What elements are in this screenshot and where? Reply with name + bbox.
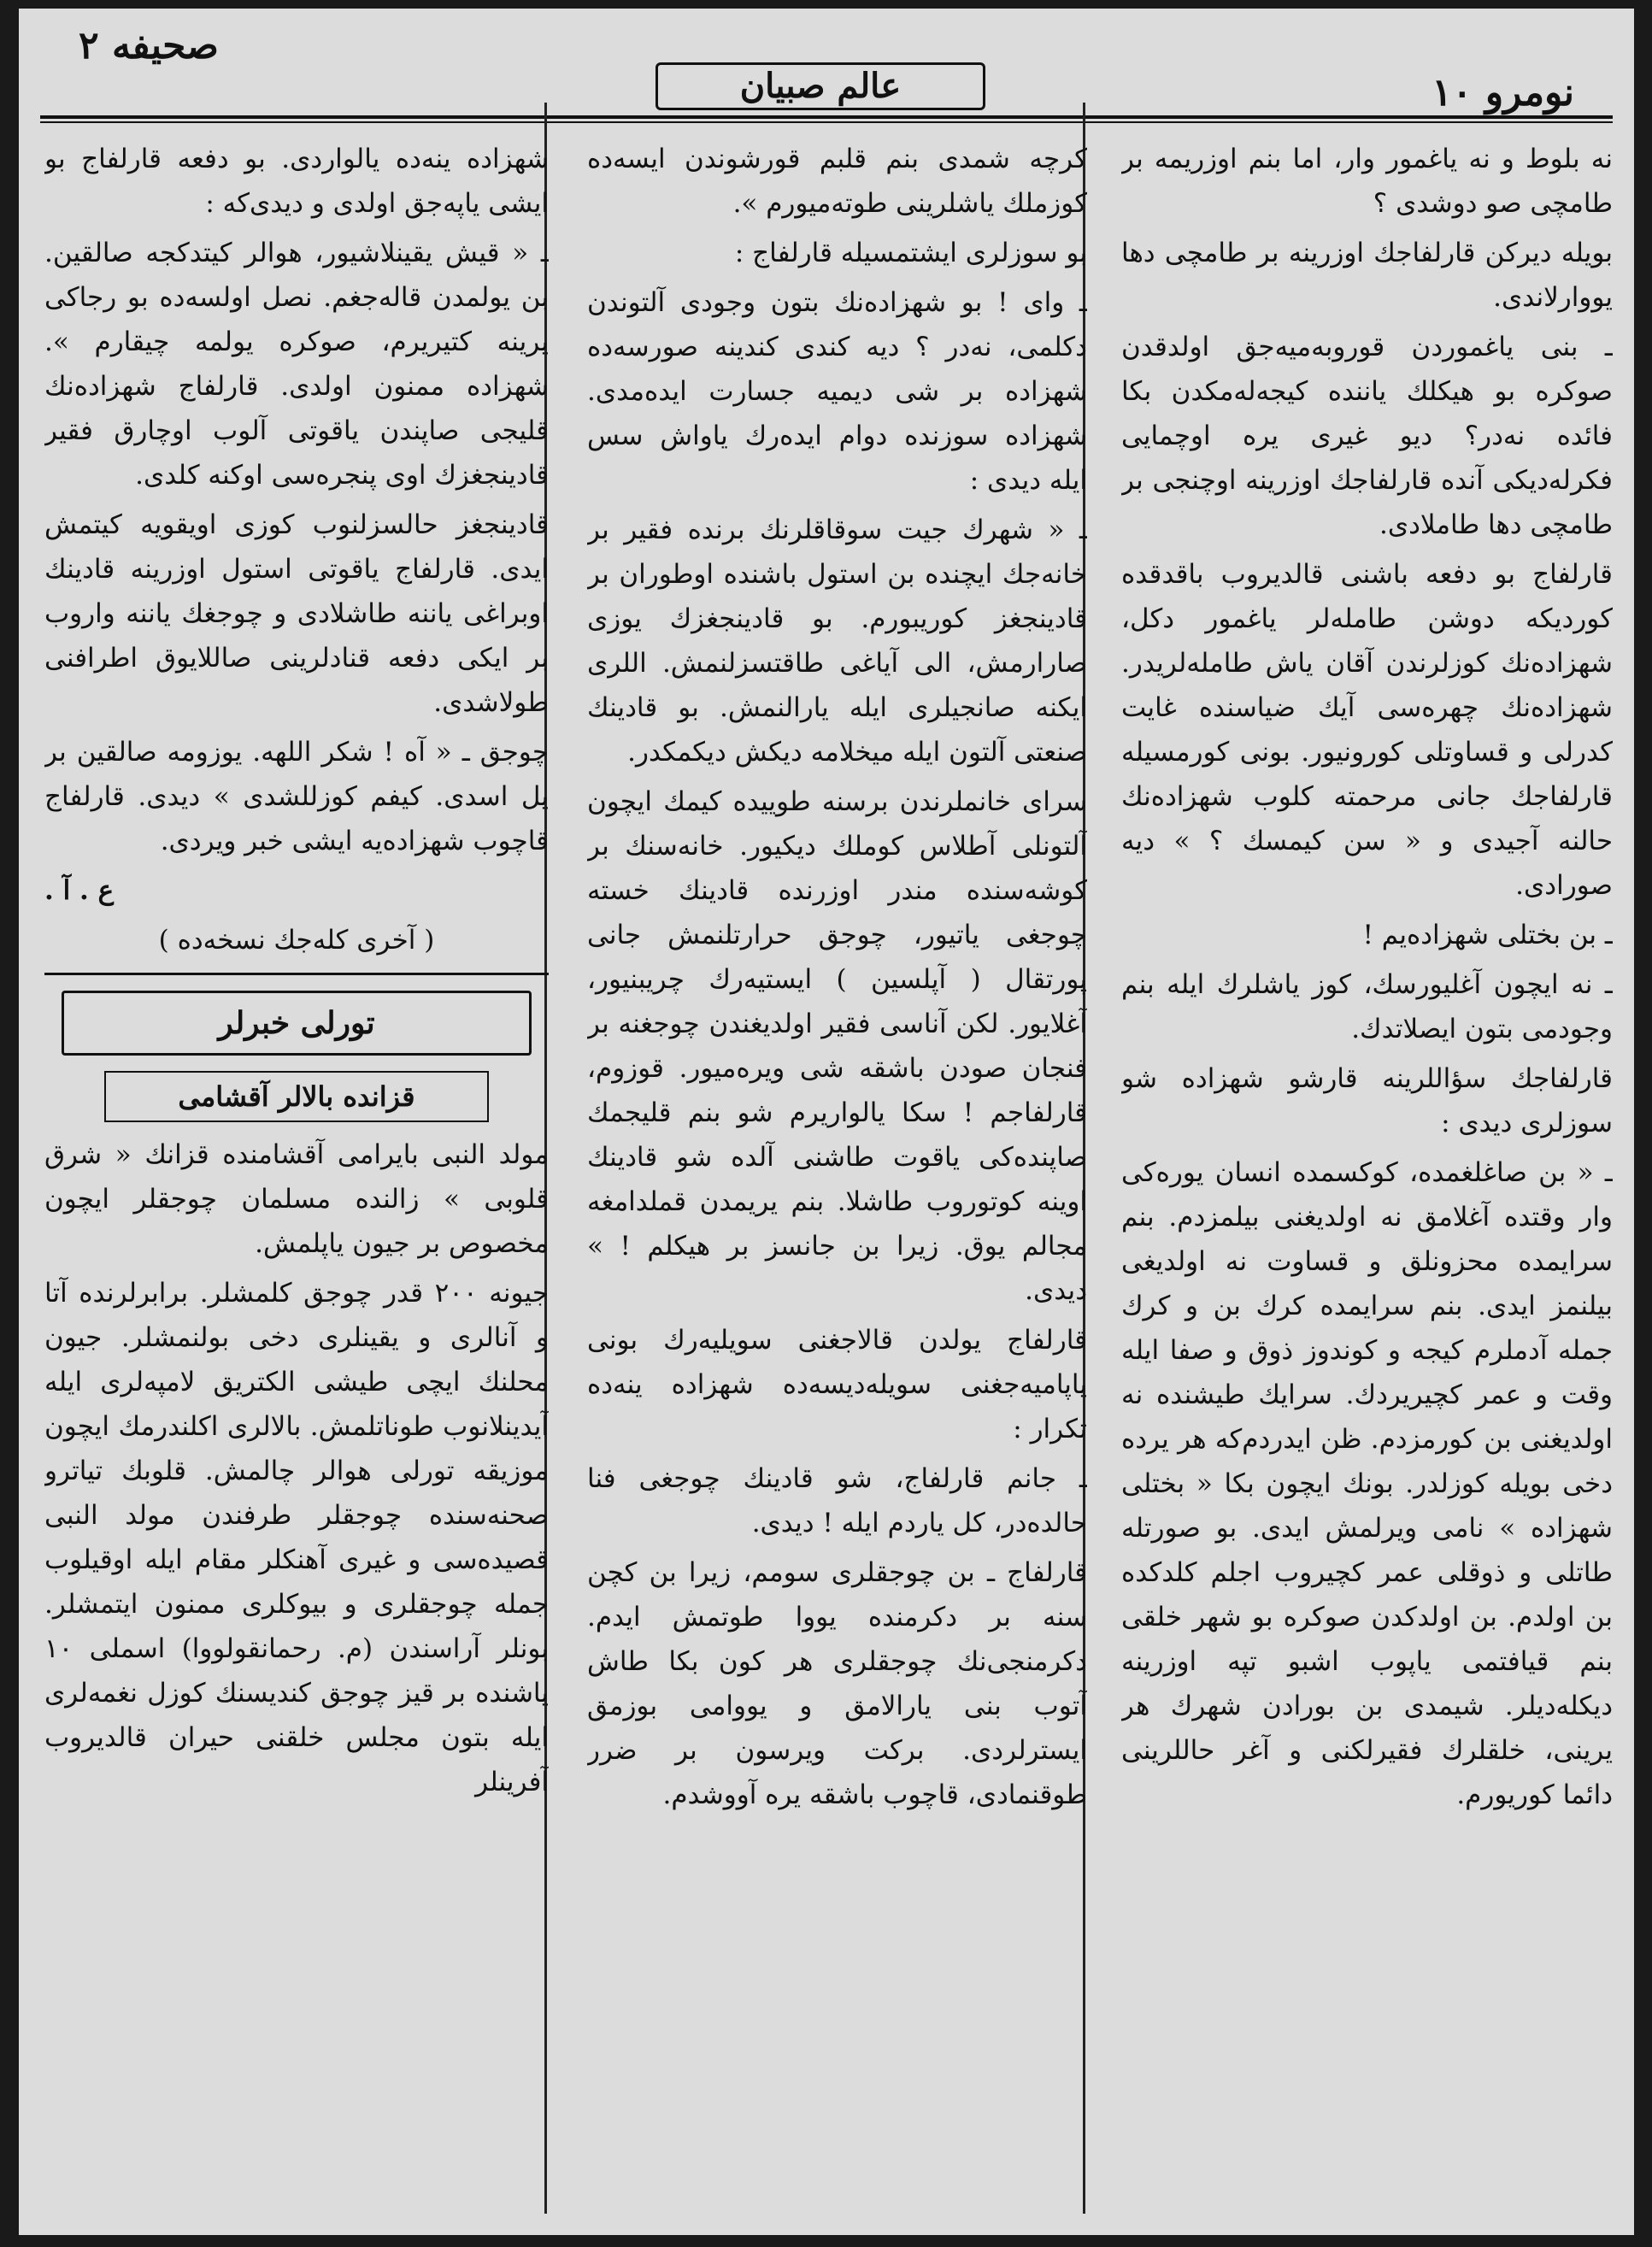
news-subtitle: قزانده بالالر آقشامی xyxy=(104,1071,489,1122)
to-be-continued: ( آخری کله‌جك نسخه‌ده ) xyxy=(158,925,435,956)
paragraph: قادینجغز حالسزلنوب کوزی اویقویه کیتمش ایدی. قارلفاج یاقوتی استول اوزرینه قادینك اوبراغی یاننه طاشلادی و چوجغك یاننه واروب بر ایکی دفعه قنادلرینی صاللایوق اطرافنی طولاشدی. xyxy=(44,509,549,718)
paragraph: ـ وای ! بو شهزاده‌نك بتون وجودی آلتوندن دکلمی، نه‌در ؟ دیه کندی کندینه صورسه‌ده شهزاده بر شی دیمیه جسارت ایده‌مدی. شهزاده سوزنده دوام ایده‌رك یاواش سس ایله دیدی : xyxy=(587,287,1087,496)
header-rule-thin xyxy=(40,121,1613,123)
paragraph: چوجق ـ « آه ! شکر اللهه. یوزومه صالقین بر یل اسدی. کیفم کوزللشدی » دیدی. قارلفاج قاچوب شهزاده‌یه ایشی خبر ویردی. xyxy=(44,737,549,856)
paragraph: مولد النبی بایرامی آقشامنده قزانك « شرق قلوبی » زالنده مسلمان چوجقلر ایچون مخصوص بر جیون یاپلمش. xyxy=(44,1139,549,1259)
page-label: صحیفه ۲ xyxy=(79,24,219,68)
paragraph: بو سوزلری ایشتمسیله قارلفاج : xyxy=(734,238,1087,268)
paragraph: کرچه شمدی بنم قلبم قورشوندن ایسه‌ده کوزملك یاشلرینی طوته‌میورم ». xyxy=(587,144,1087,219)
paragraph: بویله دیرکن قارلفاجك اوزرینه بر طامچی دها یووارلاندی. xyxy=(1121,238,1613,313)
paragraph: ـ نه ایچون آغلیورسك، کوز یاشلرك ایله بنم وجودمی بتون ایصلاتدك. xyxy=(1121,969,1613,1044)
paragraph: قارلفاج ـ بن چوجقلری سومم، زیرا بن کچن سنه بر دکرمنده یووا طوتمش ایدم. دکرمنجی‌نك چوجقلری هر کون بکا طاش آتوب بنی یارالامق و یووامی بوزمق ایسترلردی. برکت ویرسون بر ضرر طوقنمادی، قاچوب باشقه یره آووشدم. xyxy=(587,1557,1087,1810)
newspaper-title: عالم صبیان xyxy=(656,62,985,110)
paragraph: ـ « بن صاغلغمده، کوکسمده انسان یوره‌کی وار وقتده آغلامق نه اولدیغنی بیلمزدم. بنم سرایمده محزونلق و قساوت نه اولدیغی بیلنمز ایدی. بنم سرایمده کرك بن و کرك جمله آدملرم کیجه و کوندوز ذوق و صفا ایله وقت و عمر کچیریردك. سرایك طیشنده نه اولدیغنی بن کورمزدم. ظن ایدردم‌که هر یرده دخی بویله کوزلدر. بونك ایچون بکا « بختلی شهزاده » نامی ویرلمش ایدی. بو صورتله طاتلی و ذوقلی عمر کچیروب اجلم کلدکده بن اولدم. بن اولدکدن صوکره بو شهر خلقی بنم قیافتمی یاپوب اشبو تپه اوزرینه دیکله‌دیلر. شیمدی بن بورادن شهرك هر یرینی، خلقلرك فقیرلکنی و آغر حاللرینی دائما کوریورم. xyxy=(1121,1157,1613,1810)
paragraph: قارلفاجك سؤاللرینه قارشو شهزاده شو سوزلری دیدی : xyxy=(1121,1063,1613,1138)
paragraph: ـ بن بختلی شهزاده‌یم ! xyxy=(1362,920,1613,950)
paragraph: سرای خانملرندن برسنه طوییده کیمك ایچون آلتونلی آطلاس کوملك دیکیور. خانه‌سنك بر کوشه‌سنده مندر اوزرنده قادینك خسته چوجغی یاتیور، چوجق حرارتلنمش جانی پورتقال ( آپلسین ) ایستیه‌رك چریبنیور، آغلایور. لکن آناسی فقیر اولدیغندن چوجغنه بر فنجان صودن باشقه شی ویره‌میور. قوزوم، قارلفاجم ! سکا یالواریرم شو بنم قلیجمك صاپنده‌کی یاقوت طاشنی آلده شو قادینك اوینه کوتوروب طاشلا. بنم یریمدن قملدامغه مجالم یوق. زیرا بن جانسز بر هیکلم ! » دیدی. xyxy=(587,786,1087,1306)
paragraph: شهزاده ینه‌ده یالواردی. بو دفعه قارلفاج بو ایشی یاپه‌جق اولدی و دیدی‌که : xyxy=(44,144,549,219)
paragraph: جیونه ۲۰۰ قدر چوجق کلمشلر. برابرلرنده آتا و آنالری و یقینلری دخی بولنمشلر. جیون محلنك ایچی طیشی الکتریق لامپه‌لری ایله آیدینلانوب طوناتلمش. بالالری اکلندرمك ایچون موزیقه تورلی هوالر چالمش. قلوبك تیاترو صحنه‌سنده چوجقلر طرفندن مولد النبی قصیده‌سی و غیری آهنکلر مقام ایله اوقیلوب جمله چوجقلری و بیوکلری ممنون ایتمشلر. بونلر آراسندن (م. رحمانقولووا) اسملی ۱۰ یاشنده بر قیز چوجق کندیسنك کوزل نغمه‌لری ایله بتون مجلس خلقنی حیران قالدیروب آفرینلر xyxy=(44,1278,549,1797)
section-divider xyxy=(44,973,549,975)
masthead xyxy=(44,24,1608,115)
paragraph: قارلفاج بو دفعه باشنی قالدیروب باقدقده کوردیکه دوشن طامله‌لر یاغمور دکل، شهزاده‌نك کوزلرندن آقان یاش طامله‌لریدر. شهزاده‌نك چهره‌سی آیك ضیاسنده غایت کدرلی و قساوتلی کورونیور. بونی کورمسیله قارلفاجك جانی مرحمته کلوب شهزاده‌نك حالنه آجیدی و « سن کیمسك ؟ » دیه صورادی. xyxy=(1121,559,1613,901)
issue-number: نومرو ۱۰ xyxy=(1432,71,1574,115)
paragraph: نه بلوط و نه یاغمور وار، اما بنم اوزریمه بر طامچی صو دوشدی ؟ xyxy=(1121,144,1613,219)
paragraph: ـ جانم قارلفاج، شو قادینك چوجغی فنا حالده‌در، کل یاردم ایله ! دیدی. xyxy=(587,1463,1087,1538)
column-left xyxy=(44,137,549,2222)
author-signature: ع . آ . xyxy=(44,875,115,906)
paragraph: ـ بنی یاغموردن قوروبه‌میه‌جق اولدقدن صوکره بو هیکلك یاننده کیجه‌له‌مکدن بکا فائده نه‌در؟ دیو غیری یره اوچمایی فکرله‌دیکی آنده قارلفاجك اوزرینه اوچنجی بر طامچی دها طاملادی. xyxy=(1121,332,1613,540)
paragraph: ـ « قیش یقینلاشیور، هوالر کیتدکجه صالقین. بن یولمدن قاله‌جغم. نصل اولسه‌ده بو رجاکی یرینه کتیریرم، صوکره یولمه چیقارم ». شهزاده ممنون اولدی. قارلفاج شهزاده‌نك قلیجی صاپندن یاقوتی آلوب اوچارق فقیر قادینجغزك اوی پنجره‌سی اوکنه کلدی. xyxy=(44,238,549,491)
paragraph: قارلفاج یولدن قالاجغنی سویلیه‌رك بونی یاپامیه‌جغنی سویله‌دیسه‌ده شهزاده ینه‌ده تکرار : xyxy=(587,1325,1087,1444)
column-right xyxy=(1121,137,1613,2222)
column-middle xyxy=(587,137,1087,2222)
header-rule xyxy=(40,115,1613,119)
newspaper-page xyxy=(19,9,1634,2235)
paragraph: ـ « شهرك جیت سوقاقلرنك برنده فقیر بر خانه‌جك ایچنده بن استول باشنده اوطوران بر قادینجغز کوریبورم. بو قادینجغزك یوزی صارارمش، الی آیاغی طاقتسزلنمش. اللری ایکنه صانجیلری ایله یارالنمش. بو قادینك صنعتی آلتون ایله میخلامه دیکش دیکمکدر. xyxy=(587,515,1087,768)
news-section-title: تورلی خبرلر xyxy=(62,991,532,1056)
